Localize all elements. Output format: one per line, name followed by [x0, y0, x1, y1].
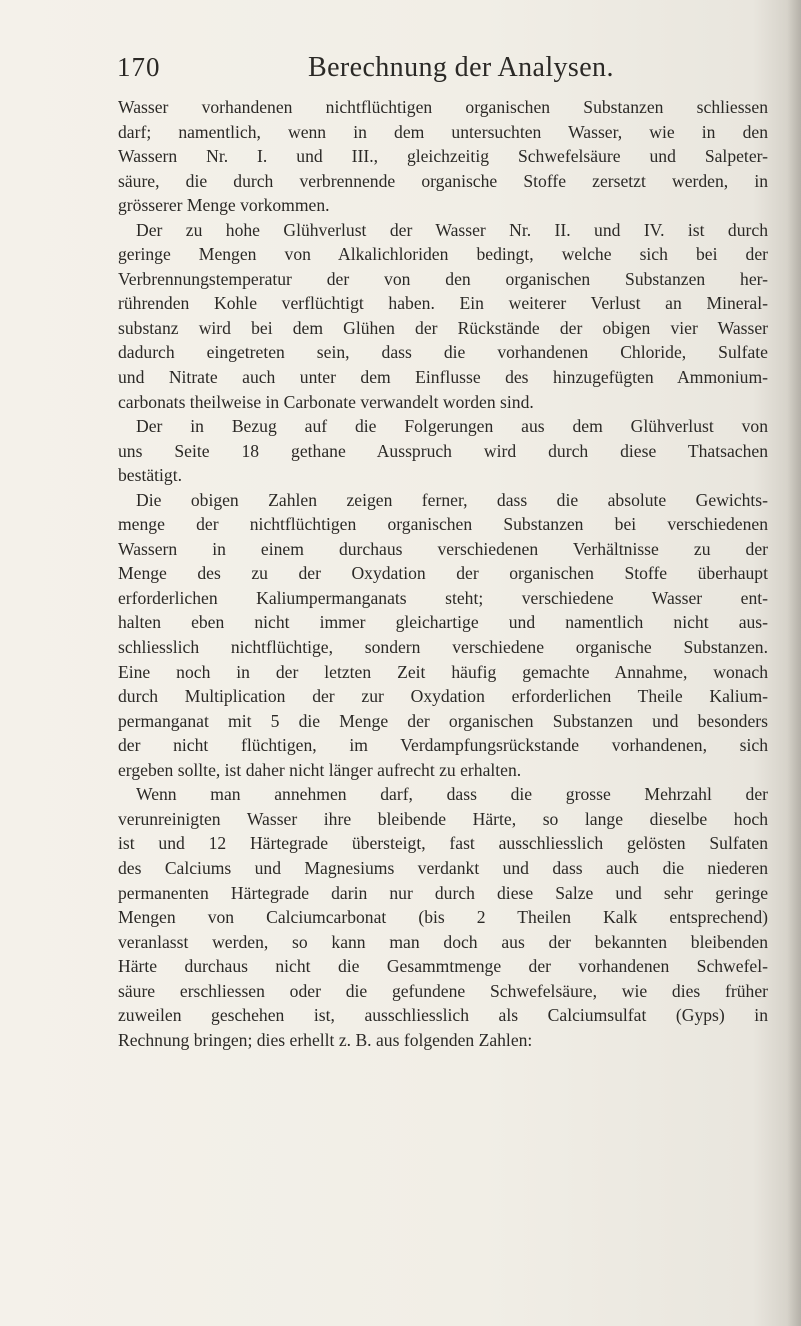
text-line: halten eben nicht immer gleichartige und namentlich nicht aus- [118, 612, 768, 633]
text-line: Wasser vorhandenen nichtflüchtigen organischen Substanzen schliessen [118, 97, 768, 117]
text-line: Mengen von Calciumcarbonat (bis 2 Theilen Kalk entsprechend) [118, 907, 768, 928]
text-line: menge der nichtflüchtigen organischen Substanzen bei verschiedenen [118, 514, 768, 535]
text-line: Wassern in einem durchaus verschiedenen Verhältnisse zu der [118, 538, 768, 559]
text-line: säure, die durch verbrennende organische Stoffe zersetzt werden, in [118, 170, 768, 191]
text-line: säure erschliessen oder die gefundene Schwefelsäure, wie dies früher [118, 980, 768, 1001]
text-line: rührenden Kohle verflüchtigt haben. Ein weiterer Verlust an Mineral- [118, 293, 768, 314]
text-line: Die obigen Zahlen zeigen ferner, dass die absolute Gewichts- [136, 489, 768, 510]
text-line: dadurch eingetreten sein, dass die vorhandenen Chloride, Sulfate [118, 342, 768, 363]
text-line: geringe Mengen von Alkalichloriden bedingt, welche sich bei der [118, 244, 768, 265]
text-line: des Calciums und Magnesiums verdankt und dass auch die niederen [118, 857, 768, 878]
page-number: 170 [117, 52, 161, 82]
text-line: Rechnung bringen; dies erhellt z. B. aus folgenden Zahlen: [118, 1029, 533, 1050]
text-line: substanz wird bei dem Glühen der Rückstände der obigen vier Wasser [118, 317, 768, 338]
text-line: der nicht flüchtigen, im Verdampfungsrückstande vorhandenen, sich [118, 735, 768, 756]
text-line: Wenn man annehmen darf, dass die grosse Mehrzahl der [136, 784, 768, 805]
running-head: Berechnung der Analysen. [308, 52, 614, 83]
text-line: uns Seite 18 gethane Ausspruch wird durch diese Thatsachen [118, 440, 768, 461]
text-line: Der in Bezug auf die Folgerungen aus dem Glühverlust von [136, 416, 768, 437]
body-text [118, 95, 768, 1052]
text-line: schliesslich nichtflüchtige, sondern verschiedene organische Substanzen. [118, 637, 768, 658]
page-edge-shadow [787, 0, 801, 1326]
text-line: erforderlichen Kaliumpermanganats steht; verschiedene Wasser ent- [118, 587, 768, 608]
text-line: Der zu hohe Glühverlust der Wasser Nr. II. und IV. ist durch [136, 219, 768, 240]
text-line: zuweilen geschehen ist, ausschliesslich als Calciumsulfat (Gyps) in [118, 1005, 768, 1026]
text-line: Menge des zu der Oxydation der organischen Stoffe überhaupt [118, 563, 768, 584]
text-line: ist und 12 Härtegrade übersteigt, fast ausschliesslich gelösten Sulfaten [118, 833, 768, 854]
text-line: verunreinigten Wasser ihre bleibende Härte, so lange dieselbe hoch [118, 808, 768, 829]
text-line: grösserer Menge vorkommen. [118, 195, 330, 216]
text-line: Härte durchaus nicht die Gesammtmenge der vorhandenen Schwefel- [118, 956, 768, 977]
text-line: Wassern Nr. I. und III., gleichzeitig Schwefelsäure und Salpeter- [118, 146, 768, 167]
text-line: permanganat mit 5 die Menge der organischen Substanzen und besonders [118, 710, 768, 731]
text-line: Eine noch in der letzten Zeit häufig gemachte Annahme, wonach [118, 661, 768, 682]
page-header [0, 52, 801, 92]
text-line: bestätigt. [118, 465, 183, 486]
text-line: veranlasst werden, so kann man doch aus der bekannten bleibenden [118, 931, 768, 952]
text-line: darf; namentlich, wenn in dem untersuchten Wasser, wie in den [118, 121, 768, 142]
text-line: permanenten Härtegrade darin nur durch diese Salze und sehr geringe [118, 882, 768, 903]
text-line: Verbrennungstemperatur der von den organischen Substanzen her- [118, 268, 768, 289]
text-line: carbonats theilweise in Carbonate verwandelt worden sind. [118, 391, 534, 412]
text-line: und Nitrate auch unter dem Einflusse des hinzugefügten Ammonium- [118, 367, 768, 388]
text-line: durch Multiplication der zur Oxydation erforderlichen Theile Kalium- [118, 686, 768, 707]
text-line: ergeben sollte, ist daher nicht länger aufrecht zu erhalten. [118, 759, 522, 780]
